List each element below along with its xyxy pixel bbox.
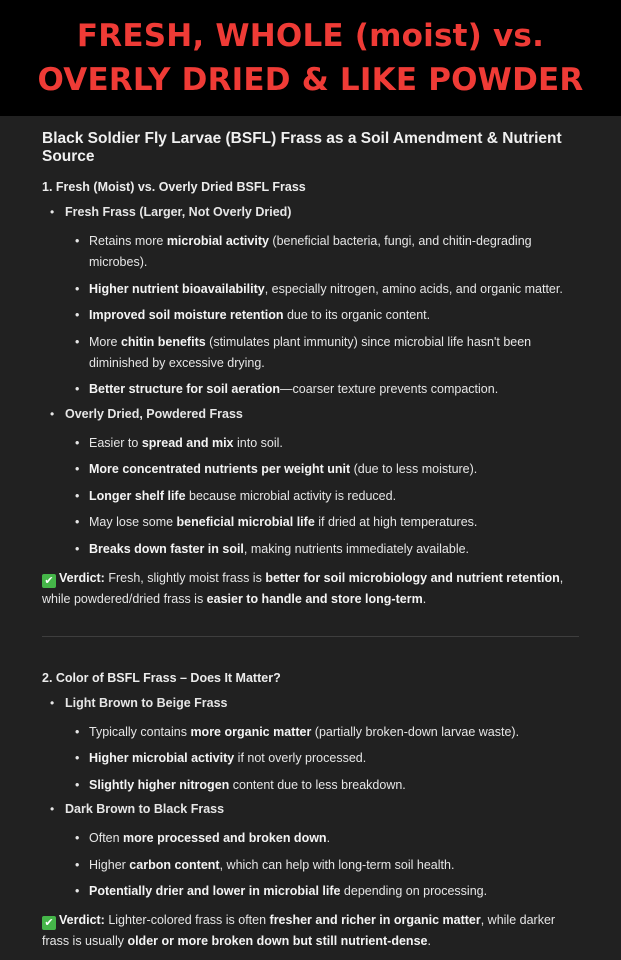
item-text: Higher: [89, 857, 130, 872]
dark-frass-points: [65, 828, 579, 902]
verdict-bold: fresher and richer in organic matter: [269, 913, 481, 927]
section-2-title: 2. Color of BSFL Frass – Does It Matter?: [42, 670, 281, 685]
dark-frass-group: [42, 801, 579, 902]
item-text: .: [326, 831, 331, 845]
verdict-text: .: [427, 934, 431, 948]
item-bold: Higher microbial activity: [89, 751, 235, 765]
group-label: • Fresh Frass (Larger, Not Overly Dried): [65, 205, 292, 219]
list-item: [65, 512, 579, 533]
group-label: • Light Brown to Beige Frass: [65, 695, 228, 710]
item-text: , which can help with long-term soil health.: [219, 857, 455, 872]
section-1-title: 1. Fresh (Moist) vs. Overly Dried BSFL Frass: [42, 180, 306, 194]
item-bold: more organic matter: [190, 724, 312, 739]
list-item: [65, 459, 579, 480]
section-divider: [42, 636, 579, 637]
banner-title: [0, 14, 621, 102]
item-text: depending on processing.: [340, 884, 488, 898]
item-text: (partially broken-down larvae waste).: [311, 724, 520, 739]
verdict-label: Verdict:: [59, 570, 105, 585]
item-bold: Longer shelf life: [89, 488, 186, 503]
verdict-bold: older or more broken down but still nutrient-dense: [127, 934, 428, 948]
list-item: [65, 748, 579, 769]
list-item: [65, 855, 579, 876]
item-bold: beneficial microbial life: [176, 515, 315, 529]
document-title: Black Soldier Fly Larvae (BSFL) Frass as a Soil Amendment & Nutrient Source: [42, 130, 562, 165]
verdict-text: Lighter-colored frass is often: [104, 913, 270, 927]
verdict-bold: easier to handle and store long-term: [206, 591, 423, 606]
item-text: Easier to: [89, 435, 142, 450]
list-item: [65, 539, 579, 560]
list-item: [65, 775, 579, 796]
item-text: if not overly processed.: [234, 751, 367, 765]
fresh-frass-group: [42, 204, 579, 400]
list-item: [65, 332, 579, 374]
verdict-text: , while powdered/dried frass is: [42, 570, 564, 606]
dried-frass-points: [65, 433, 579, 560]
list-item: [65, 722, 579, 743]
item-bold: carbon content: [129, 857, 220, 872]
item-text: , making nutrients immediately available.: [243, 541, 470, 556]
list-item: [65, 828, 579, 849]
verdict-label: Verdict:: [59, 913, 105, 927]
light-frass-group: [42, 695, 579, 796]
list-item: [65, 881, 579, 902]
item-bold: Improved soil moisture retention: [89, 308, 284, 322]
document-body: [0, 116, 621, 952]
banner-line-1: FRESH, WHOLE (moist) vs.: [76, 18, 545, 54]
list-item: [65, 231, 579, 273]
section-2-verdict: [42, 910, 579, 952]
verdict-text: .: [422, 591, 427, 606]
item-text: —coarser texture prevents compaction.: [280, 382, 499, 396]
item-text: (due to less moisture).: [350, 462, 478, 476]
list-item: [65, 305, 579, 326]
item-bold: Higher nutrient bioavailability: [89, 281, 265, 296]
item-text: More: [89, 334, 121, 349]
item-text: , especially nitrogen, amino acids, and organic matter.: [264, 281, 563, 296]
item-text: (beneficial bacteria, fungi, and chitin-degrading microbes).: [89, 234, 532, 269]
banner-line-2: OVERLY DRIED & LIKE POWDER: [37, 62, 584, 98]
check-mark-button-icon: ✔: [42, 916, 56, 930]
item-text: (stimulates plant immunity) since microbial life hasn't been diminished by excessive drying.: [89, 334, 532, 370]
item-bold: Breaks down faster in soil: [89, 541, 244, 556]
verdict-text: , while darker frass is usually: [42, 913, 556, 948]
section-1-list: [42, 204, 579, 560]
dried-frass-group: [42, 406, 579, 560]
section-2-list: [42, 695, 579, 903]
item-text: due to its organic content.: [283, 308, 431, 322]
item-text: content due to less breakdown.: [229, 777, 406, 792]
list-item: [65, 486, 579, 507]
group-label: • Dark Brown to Black Frass: [65, 802, 225, 816]
verdict-bold: better for soil microbiology and nutrient retention: [265, 570, 560, 585]
list-item: [65, 433, 579, 454]
item-text: because microbial activity is reduced.: [185, 488, 397, 503]
item-bold: spread and mix: [141, 435, 234, 450]
verdict-text: Fresh, slightly moist frass is: [104, 570, 266, 585]
item-bold: Slightly higher nitrogen: [89, 777, 230, 792]
title-banner: [0, 0, 621, 116]
item-bold: chitin benefits: [120, 334, 206, 349]
item-text: into soil.: [233, 435, 283, 450]
light-frass-points: [65, 722, 579, 796]
group-label: • Overly Dried, Powdered Frass: [65, 406, 243, 421]
item-bold: microbial activity: [166, 234, 269, 248]
item-bold: Potentially drier and lower in microbial life: [89, 884, 341, 898]
item-text: May lose some: [89, 515, 177, 529]
item-bold: More concentrated nutrients per weight unit: [89, 462, 351, 476]
item-text: Retains more: [89, 234, 167, 248]
item-text: if dried at high temperatures.: [314, 515, 478, 529]
fresh-frass-points: [65, 231, 579, 400]
item-text: Typically contains: [89, 724, 191, 739]
item-bold: more processed and broken down: [123, 831, 327, 845]
list-item: [65, 279, 579, 300]
item-bold: Better structure for soil aeration: [89, 382, 281, 396]
check-mark-button-icon: ✔: [42, 574, 56, 588]
section-1-verdict: [42, 568, 579, 610]
item-text: Often: [89, 831, 124, 845]
list-item: [65, 379, 579, 400]
